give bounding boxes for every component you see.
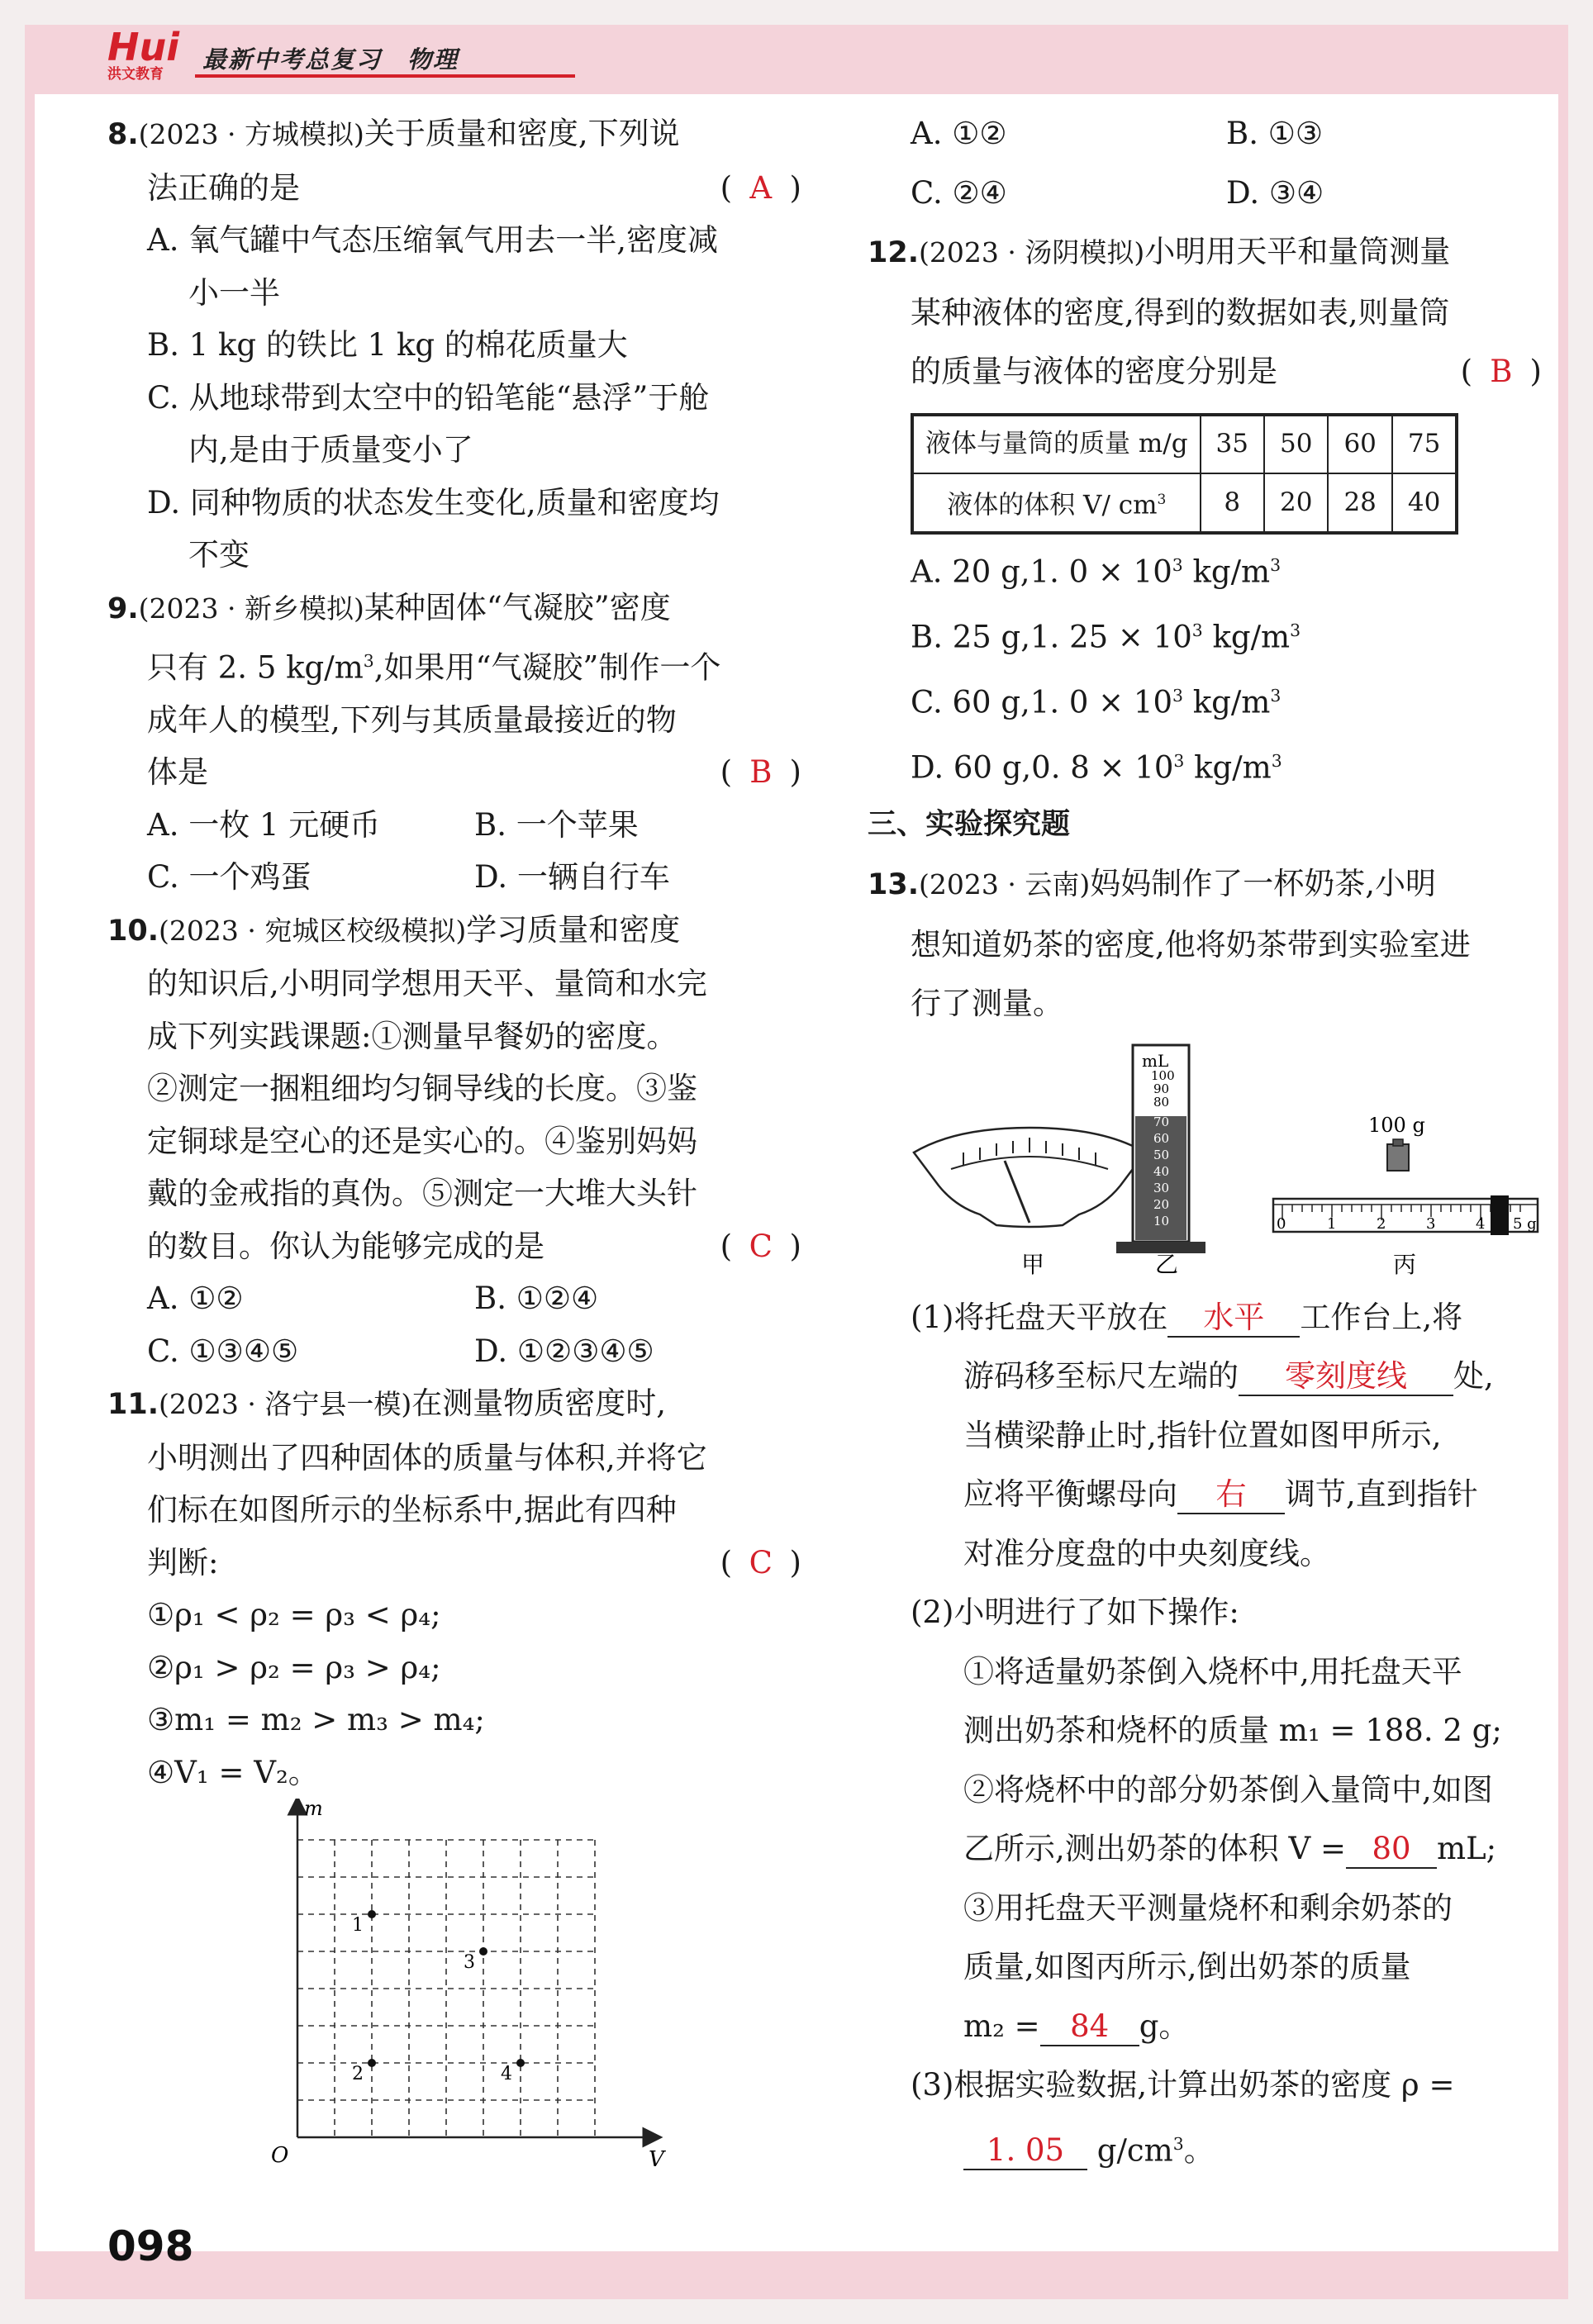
question-source: (2023 · 宛城区校级模拟) <box>159 914 467 947</box>
section-heading: 三、实验探究题 <box>868 807 1071 841</box>
left-column <box>107 107 801 2179</box>
options-row: C. 一个鸡蛋 D. 一辆自行车 <box>147 859 670 896</box>
question-11: 11.(2023 · 洛宁县一模)在测量物质密度时, 小明测出了四种固体的质量与体积,并将它 们标在如图所示的坐标系中,据此有四种 判断: ( C ) ①ρ₁ < ρ₂ = ρ₃ < ρ₄; ②ρ₁ > ρ₂ = ρ₃ > ρ₄; ③m₁ = m₂ > m₃ > m₄; ④V₁ = V₂。 m V O 1 2 3 4 <box>107 1377 801 2179</box>
table-row: 液体与量筒的质量 m/g 35 50 60 75 <box>912 415 1457 473</box>
question-8: 8.(2023 · 方城模拟)关于质量和密度,下列说 法正确的是 ( A ) A. 氧气罐中气态压缩氧气用去一半,密度减 小一半 B. 1 kg 的铁比 1 kg 的棉花质量大 C. 从地球带到太空中的铅笔能“悬浮”于舱 内,是由于质量变小了 D. 同种物质的状态发生变化,质量和密度均 不变 <box>107 116 801 573</box>
question-source: (2023 · 洛宁县一模) <box>159 1388 412 1421</box>
judgement-2: ②ρ₁ > ρ₂ = ρ₃ > ρ₄; <box>147 1649 441 1685</box>
point-2 <box>368 2059 376 2067</box>
option-b: B. 1 kg 的铁比 1 kg 的棉花质量大 <box>147 327 628 363</box>
scale-tick: 3 <box>1426 1214 1436 1233</box>
cyl-tick: 30 <box>1153 1180 1170 1195</box>
point-2-label: 2 <box>352 2064 364 2085</box>
answer-mark: A <box>749 169 773 206</box>
option-a: A. 氧气罐中气态压缩氧气用去一半,密度减 <box>147 222 719 258</box>
q11-options-row: A. ①② B. ①③ <box>911 116 1324 151</box>
header-title: 最新中考总复习 物理 <box>202 45 459 74</box>
part-3: (3)根据实验数据,计算出奶茶的密度 ρ = 1. 05 $g/cm^3$。 <box>897 2059 1542 2176</box>
experiment-figure <box>897 1037 1550 1285</box>
judgement-1: ①ρ₁ < ρ₂ = ρ₃ < ρ₄; <box>147 1597 441 1633</box>
figure-caption-jia: 甲 <box>1021 1250 1045 1278</box>
answer-bracket: ( C ) <box>720 1220 801 1273</box>
row-label: 液体与量筒的质量 m/g <box>912 415 1201 473</box>
origin-label: O <box>271 2143 289 2169</box>
question-source: (2023 · 新乡模拟) <box>138 592 364 625</box>
question-13: 13.(2023 · 云南)妈妈制作了一杯奶茶,小明 想知道奶茶的密度,他将奶茶带到实验室进 行了测量。 甲 mL 100 90 80 70 60 50 40 30 20 10 乙 100 g 0 1 2 3 4 5 g 丙 (1)将托盘天平放在 水平 工作台上,将 游码移至标尺左端的 零刻度线 处, 当横梁静止时,指针位置如图甲所示, 应将平衡螺母向 右 调节,直到指针 对准分度盘的中央刻度线。 (2)小明进行了如下操作: ①将适量奶茶倒入烧杯中,用托盘天平 测出奶茶和烧杯的质量 m₁ = 188. 2 g; ②将烧杯中的部分奶茶倒入量筒中,如图 乙所示,测出奶茶的体积 V = 80 mL; ③用托盘天平测量烧杯和剩余奶茶的 质量,如图丙所示,倒出奶茶的质量 m₂ = 84 g。 (3)根据实验数据,计算出奶茶的密度 ρ = 1. 05 $g/cm^3$。 <box>897 858 1542 2176</box>
answer-mark: B <box>749 754 773 791</box>
cylinder-unit: mL <box>1142 1050 1169 1071</box>
header-underline <box>195 74 575 78</box>
cyl-tick: 20 <box>1153 1196 1170 1212</box>
scale-tick: 1 <box>1327 1214 1337 1233</box>
question-source: (2023 · 方城模拟) <box>138 118 364 150</box>
cyl-tick: 90 <box>1153 1081 1170 1096</box>
scale-rider-figure <box>1273 1114 1538 1278</box>
options-row: A. ①② B. ①②④ <box>147 1281 599 1317</box>
question-number: 12. <box>868 236 920 269</box>
question-source: (2023 · 汤阴模拟) <box>919 236 1145 269</box>
right-margin-band <box>1558 94 1568 2251</box>
page <box>25 25 1568 2299</box>
options-row: C. ①③④⑤ D. ①②③④⑤ <box>147 1333 654 1369</box>
option-d: D. 同种物质的状态发生变化,质量和密度均 <box>147 484 720 520</box>
cyl-tick: 80 <box>1153 1094 1170 1110</box>
answer-blank: 右 <box>1177 1476 1285 1514</box>
answer-blank: 零刻度线 <box>1239 1358 1453 1396</box>
question-number: 8. <box>107 118 139 151</box>
data-table <box>911 413 1458 535</box>
weight-icon <box>1387 1144 1409 1171</box>
answer-bracket: ( C ) <box>720 1537 801 1590</box>
cyl-tick: 100 <box>1151 1067 1175 1083</box>
point-4 <box>516 2059 525 2067</box>
option-a: A. 20 g,1. $0 \times 10^3$ $kg/m^3$ <box>911 554 1282 590</box>
option-b: B. 25 g,1. $25 \times 10^3$ $kg/m^3$ <box>911 619 1301 655</box>
x-axis-label: V <box>649 2147 664 2173</box>
options-row: A. 一枚 1 元硬币 B. 一个苹果 <box>147 806 639 843</box>
figure-caption-yi: 乙 <box>1155 1250 1179 1278</box>
answer-mark: C <box>749 1544 773 1580</box>
point-3-label: 3 <box>464 1952 475 1974</box>
scale-tick: 2 <box>1377 1214 1386 1233</box>
question-number: 9. <box>107 592 139 625</box>
weight-label: 100 g <box>1368 1113 1425 1137</box>
cyl-tick: 50 <box>1153 1147 1170 1162</box>
option-c: C. 从地球带到太空中的铅笔能“悬浮”于舱 <box>147 379 710 416</box>
point-4-label: 4 <box>501 2064 512 2085</box>
scale-tick: 5 g <box>1513 1214 1537 1233</box>
y-axis-label: m <box>304 1799 323 1821</box>
scale-tick: 0 <box>1277 1214 1286 1233</box>
point-1 <box>368 1910 376 1918</box>
row-label: 液体的体积 V/ $cm^3$ <box>912 473 1201 534</box>
rider <box>1491 1195 1509 1235</box>
cyl-tick: 60 <box>1153 1130 1170 1146</box>
judgement-3: ③m₁ = m₂ > m₃ > m₄; <box>147 1702 485 1738</box>
mass-volume-graph <box>264 1799 694 2179</box>
cyl-tick: 70 <box>1153 1114 1170 1129</box>
balance-dial-figure <box>914 1128 1145 1278</box>
left-margin-band <box>25 94 35 2251</box>
answer-bracket: ( B ) <box>1461 345 1542 398</box>
answer-mark: B <box>1490 354 1513 389</box>
question-9: 9.(2023 · 新乡模拟)某种固体“气凝胶”密度 只有 2. 5 $kg/m^3$,如果用“气凝胶”制作一个 成年人的模型,下列与其质量最接近的物 体是 ( B ) A. 一枚 1 元硬币 B. 一个苹果 C. 一个鸡蛋 D. 一辆自行车 <box>107 582 801 904</box>
judgement-4: ④V₁ = V₂。 <box>147 1754 319 1790</box>
question-10: 10.(2023 · 宛城区校级模拟)学习质量和密度 的知识后,小明同学想用天平、量筒和水完 成下列实践课题:①测量早餐奶的密度。 ②测定一捆粗细均匀铜导线的长度。③鉴 定铜球是空心的还是实心的。④鉴别妈妈 戴的金戒指的真伪。⑤测定一大堆大头针 的数目。你认为能够完成的是 ( C ) A. ①② B. ①②④ C. ①③④⑤ D. ①②③④⑤ <box>107 904 801 1378</box>
cyl-tick: 10 <box>1153 1213 1170 1229</box>
answer-bracket: ( A ) <box>720 162 801 215</box>
cyl-tick: 40 <box>1153 1163 1170 1179</box>
answer-blank: 水平 <box>1167 1300 1300 1338</box>
grid <box>297 1840 595 2137</box>
part-2: (2)小明进行了如下操作: ①将适量奶茶倒入烧杯中,用托盘天平 测出奶茶和烧杯的质量 m₁ = 188. 2 g; ②将烧杯中的部分奶茶倒入量筒中,如图 乙所示,测出奶茶的体积 V = 80 mL; ③用托盘天平测量烧杯和剩余奶茶的 质量,如图丙所示,倒出奶茶的质量 m₂ = 84 g。 <box>897 1586 1542 2052</box>
footer-band <box>25 2251 1568 2299</box>
answer-bracket: ( B ) <box>720 746 801 799</box>
scale-tick: 4 <box>1476 1214 1486 1233</box>
option-c: C. 60 g,1. $0 \times 10^3$ $kg/m^3$ <box>911 684 1282 720</box>
point-3 <box>479 1947 487 1956</box>
table-row: 液体的体积 V/ $cm^3$ 8 20 28 40 <box>912 473 1457 534</box>
right-column <box>868 107 1542 2176</box>
part-1: (1)将托盘天平放在 水平 工作台上,将 游码移至标尺左端的 零刻度线 处, 当横梁静止时,指针位置如图甲所示, 应将平衡螺母向 右 调节,直到指针 对准分度盘的中央刻度线。 <box>911 1299 1494 1571</box>
answer-mark: C <box>749 1228 773 1264</box>
figure-caption-bing: 丙 <box>1393 1250 1417 1278</box>
answer-blank: 80 <box>1346 1831 1437 1869</box>
question-number: 10. <box>107 914 159 948</box>
answer-blank: 1. 05 <box>963 2132 1087 2170</box>
question-number: 11. <box>107 1388 159 1422</box>
question-source: (2023 · 云南) <box>919 868 1091 901</box>
answer-blank: 84 <box>1040 2008 1139 2046</box>
option-d: D. 60 g,0. $8 \times 10^3$ $kg/m^3$ <box>911 749 1282 786</box>
question-12: 12.(2023 · 汤阴模拟)小明用天平和量筒测量 某种液体的密度,得到的数据如表,则量筒 的质量与液体的密度分别是 ( B ) 液体与量筒的质量 m/g 35 50 60 75 液体的体积 V/ $cm^3$ 8 20 28 40 A. 20 g,1. $0 \times 10^3$ $kg/m^3$ B. 25 g,1. $25 \times 10^3$ $kg/m^3$ C. 60 g,1. $0 \times 10^3$ $kg/m^3$ D. 60 g,0. $8 \times 10^3$ $kg/m^3$ <box>897 226 1542 794</box>
question-number: 13. <box>868 868 920 902</box>
publisher-logo: Hui 洪文教育 <box>107 25 180 83</box>
page-number: 098 <box>107 2222 194 2270</box>
q11-options-row: C. ②④ D. ③④ <box>911 174 1324 211</box>
point-1-label: 1 <box>352 1915 364 1937</box>
